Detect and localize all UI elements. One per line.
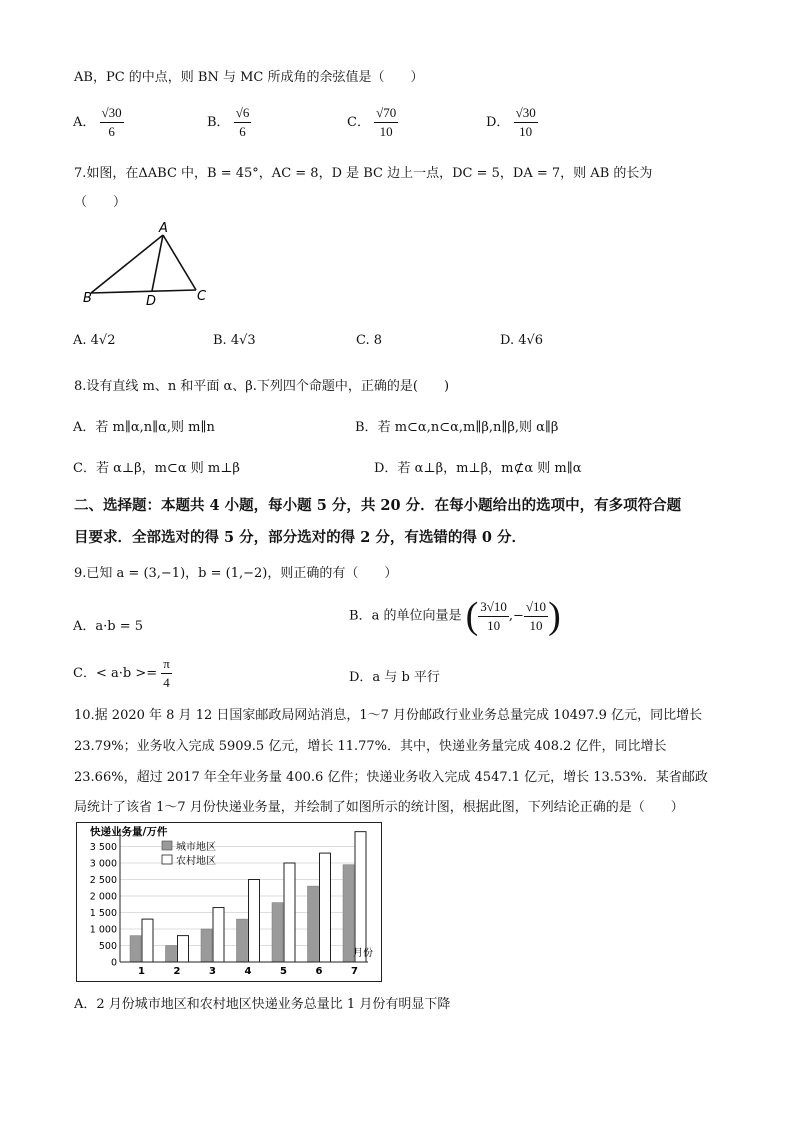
q9-option-b bbox=[349, 597, 561, 635]
q6-option-b-frac bbox=[234, 104, 252, 141]
q6-option-c-num: √70 bbox=[374, 104, 398, 123]
chart-bar-rural bbox=[213, 908, 224, 962]
q6-option-b-label: B． bbox=[207, 115, 230, 130]
chart-bar-rural bbox=[320, 853, 331, 962]
q10-line2: 23.79%；业务收入完成 5909.5 亿元，增长 11.77%．其中，快递业务量完成 408.2 亿件，同比增长 bbox=[74, 739, 667, 754]
chart-bar-city bbox=[308, 886, 319, 962]
q7-option-d-label: D. bbox=[500, 333, 519, 348]
q7-option-c-value: 8 bbox=[373, 333, 383, 348]
chart-bar-city bbox=[130, 936, 141, 962]
q6-option-a-num: √30 bbox=[100, 104, 124, 123]
chart-x-tick-label: 4 bbox=[244, 966, 252, 977]
q7-option-b-label: B. bbox=[213, 333, 231, 348]
q8-option-a-text: 若 m∥α,n∥α,则 m∥n bbox=[95, 420, 215, 435]
q10-line3: 23.66%，超过 2017 年全年业务量 400.6 亿件；快递业务收入完成 4547.1 亿元，增长 13.53%．某省邮政 bbox=[74, 770, 708, 785]
q9-option-c-num: π bbox=[161, 655, 172, 674]
q8-option-d-label: D． bbox=[374, 461, 398, 476]
q9-option-b-rparen: ) bbox=[548, 595, 561, 637]
chart-bar-rural bbox=[355, 832, 366, 962]
chart-x-tick-label: 2 bbox=[173, 966, 181, 977]
legend-label-rural: 农村地区 bbox=[176, 856, 216, 867]
q8-option-b bbox=[355, 416, 558, 435]
q7-side-ac bbox=[163, 235, 196, 290]
q9-option-a: A．a·b = 5 bbox=[73, 619, 144, 634]
q7-label-d: D bbox=[146, 294, 157, 309]
q6-option-b-den: 6 bbox=[239, 124, 246, 139]
legend-label-city: 城市地区 bbox=[176, 842, 216, 853]
chart-y-tick-label: 0 bbox=[110, 957, 117, 969]
q7-label-b: B bbox=[83, 291, 92, 306]
q9-option-b-frac2 bbox=[524, 598, 548, 635]
q8-option-a-label: A． bbox=[73, 420, 96, 435]
q9-option-b-text: a 的单位向量是 bbox=[371, 608, 462, 624]
q8-option-d bbox=[374, 457, 582, 476]
chart-y-tick-label: 2 000 bbox=[89, 891, 117, 903]
legend-swatch-rural bbox=[162, 855, 172, 864]
q9-option-c-den: 4 bbox=[163, 675, 170, 690]
chart-bar-city bbox=[201, 929, 212, 962]
q9-option-b-label: B． bbox=[349, 608, 372, 624]
chart-y-tick-label: 3 500 bbox=[89, 842, 117, 853]
q8-stem: 8.设有直线 m、n 和平面 α、β.下列四个命题中，正确的是( ) bbox=[74, 379, 450, 394]
q9-option-c-frac bbox=[161, 655, 172, 692]
q6-option-b-num: √6 bbox=[234, 104, 252, 123]
q10-line1: 10.据 2020 年 8 月 12 日国家邮政局网站消息，1～7 月份邮政行业业务总量完成 10497.9 亿元，同比增长 bbox=[74, 708, 703, 723]
q9-option-b-den1: 10 bbox=[487, 617, 501, 633]
q9-option-c bbox=[73, 655, 172, 692]
q10-option-a: A．2 月份城市地区和农村地区快递业务总量比 1 月份有明显下降 bbox=[74, 997, 451, 1012]
q6-option-a-frac bbox=[100, 104, 124, 141]
section2-heading-line1: 二、选择题：本题共 4 小题，每小题 5 分，共 20 分．在每小题给出的选项中，有多项符合题 bbox=[74, 497, 682, 514]
q8-option-c-label: C． bbox=[73, 461, 96, 476]
chart-x-tick-label: 7 bbox=[351, 966, 358, 977]
q9-option-b-num1: 3√10 bbox=[478, 598, 509, 617]
chart-y-tick-label: 3 000 bbox=[89, 858, 117, 870]
q7-triangle-figure bbox=[80, 220, 215, 310]
q6-option-d-label: D． bbox=[486, 115, 510, 130]
q6-option-d-num: √30 bbox=[514, 104, 538, 123]
q7-side-bc bbox=[91, 290, 196, 293]
q6-option-d-frac bbox=[514, 104, 538, 141]
chart-x-tick-label: 1 bbox=[138, 966, 145, 977]
q9-option-b-num2: √10 bbox=[524, 598, 548, 617]
q9-option-c-text: < a·b >= bbox=[95, 666, 158, 681]
chart-bar-rural bbox=[178, 936, 189, 962]
q8-option-b-label: B． bbox=[355, 420, 378, 435]
section2-heading-line2: 目要求．全部选对的得 5 分，部分选对的得 2 分，有选错的得 0 分． bbox=[74, 529, 527, 546]
q10-bar-chart bbox=[76, 822, 382, 982]
q6-option-c-den: 10 bbox=[379, 124, 393, 139]
q7-option-d bbox=[500, 333, 543, 348]
q6-option-a-den: 6 bbox=[108, 124, 115, 139]
q9-option-b-sep: ,− bbox=[508, 608, 524, 624]
legend-swatch-city bbox=[162, 841, 172, 850]
chart-bar-rural bbox=[284, 863, 295, 962]
q9-option-b-den2: 10 bbox=[529, 617, 543, 633]
q9-stem: 9.已知 a = (3,−1)，b = (1,−2)，则正确的有（ ） bbox=[74, 566, 398, 581]
q8-option-d-text: 若 α⊥β，m⊥β，m⊄α 则 m∥α bbox=[397, 461, 582, 476]
q7-option-b-value: 4√3 bbox=[230, 333, 256, 348]
chart-y-tick-label: 1 000 bbox=[89, 924, 117, 936]
chart-bar-rural bbox=[249, 880, 260, 963]
chart-bar-city bbox=[272, 903, 283, 962]
q7-option-a-value: 4√2 bbox=[90, 333, 116, 348]
chart-x-tick-label: 5 bbox=[280, 966, 287, 977]
q6-option-b bbox=[207, 104, 251, 141]
q9-option-d: D．a 与 b 平行 bbox=[349, 670, 440, 685]
chart-title: 快递业务量/万件 bbox=[90, 826, 168, 838]
q8-option-c-text: 若 α⊥β，m⊂α 则 m⊥β bbox=[95, 461, 240, 476]
chart-x-tick-label: 6 bbox=[315, 966, 323, 977]
q6-option-c bbox=[347, 104, 398, 141]
q7-option-c-label: C. bbox=[356, 333, 374, 348]
chart-x-tick-label: 3 bbox=[209, 966, 216, 977]
q8-option-c bbox=[73, 457, 240, 476]
chart-bar-city bbox=[166, 946, 177, 963]
q7-option-c bbox=[356, 333, 382, 348]
q6-option-d-den: 10 bbox=[519, 124, 533, 139]
q9-option-b-lparen: ( bbox=[465, 595, 479, 637]
q8-option-b-text: 若 m⊂α,n⊂α,m∥β,n∥β,则 α∥β bbox=[377, 420, 559, 435]
q6-stem-cont: AB，PC 的中点，则 BN 与 MC 所成角的余弦值是（ ） bbox=[74, 70, 424, 85]
chart-y-tick-label: 500 bbox=[98, 941, 117, 952]
chart-y-tick-label: 2 500 bbox=[89, 875, 117, 886]
chart-xlabel: 月份 bbox=[353, 948, 373, 959]
q6-option-c-frac bbox=[374, 104, 398, 141]
q7-side-ab bbox=[91, 235, 163, 293]
q8-option-a bbox=[73, 416, 215, 435]
q7-option-b bbox=[213, 333, 256, 348]
q6-option-c-label: C． bbox=[347, 115, 370, 130]
q10-line4: 局统计了该省 1～7 月份快递业务量，并绘制了如图所示的统计图，根据此图，下列结论正确的是（ ） bbox=[74, 800, 684, 815]
q9-option-c-label: C． bbox=[73, 666, 96, 681]
chart-bar-rural bbox=[142, 919, 153, 962]
q7-stem: 7.如图，在ΔABC 中，B = 45°，AC = 8，D 是 BC 边上一点，DC = 5，DA = 7，则 AB 的长为 bbox=[74, 166, 653, 181]
q6-option-a-label: A． bbox=[73, 115, 96, 130]
q7-paren: （ ） bbox=[74, 195, 127, 210]
q7-label-a: A bbox=[159, 221, 168, 236]
q9-option-b-frac1 bbox=[478, 598, 509, 635]
q7-option-d-value: 4√6 bbox=[518, 333, 544, 348]
q7-option-a-label: A. bbox=[73, 333, 91, 348]
chart-bar-city bbox=[237, 919, 248, 962]
q6-option-d bbox=[486, 104, 538, 141]
q7-option-a bbox=[73, 333, 115, 348]
q6-option-a bbox=[73, 104, 124, 141]
q7-label-c: C bbox=[197, 289, 207, 304]
chart-y-tick-label: 1 500 bbox=[89, 908, 117, 919]
